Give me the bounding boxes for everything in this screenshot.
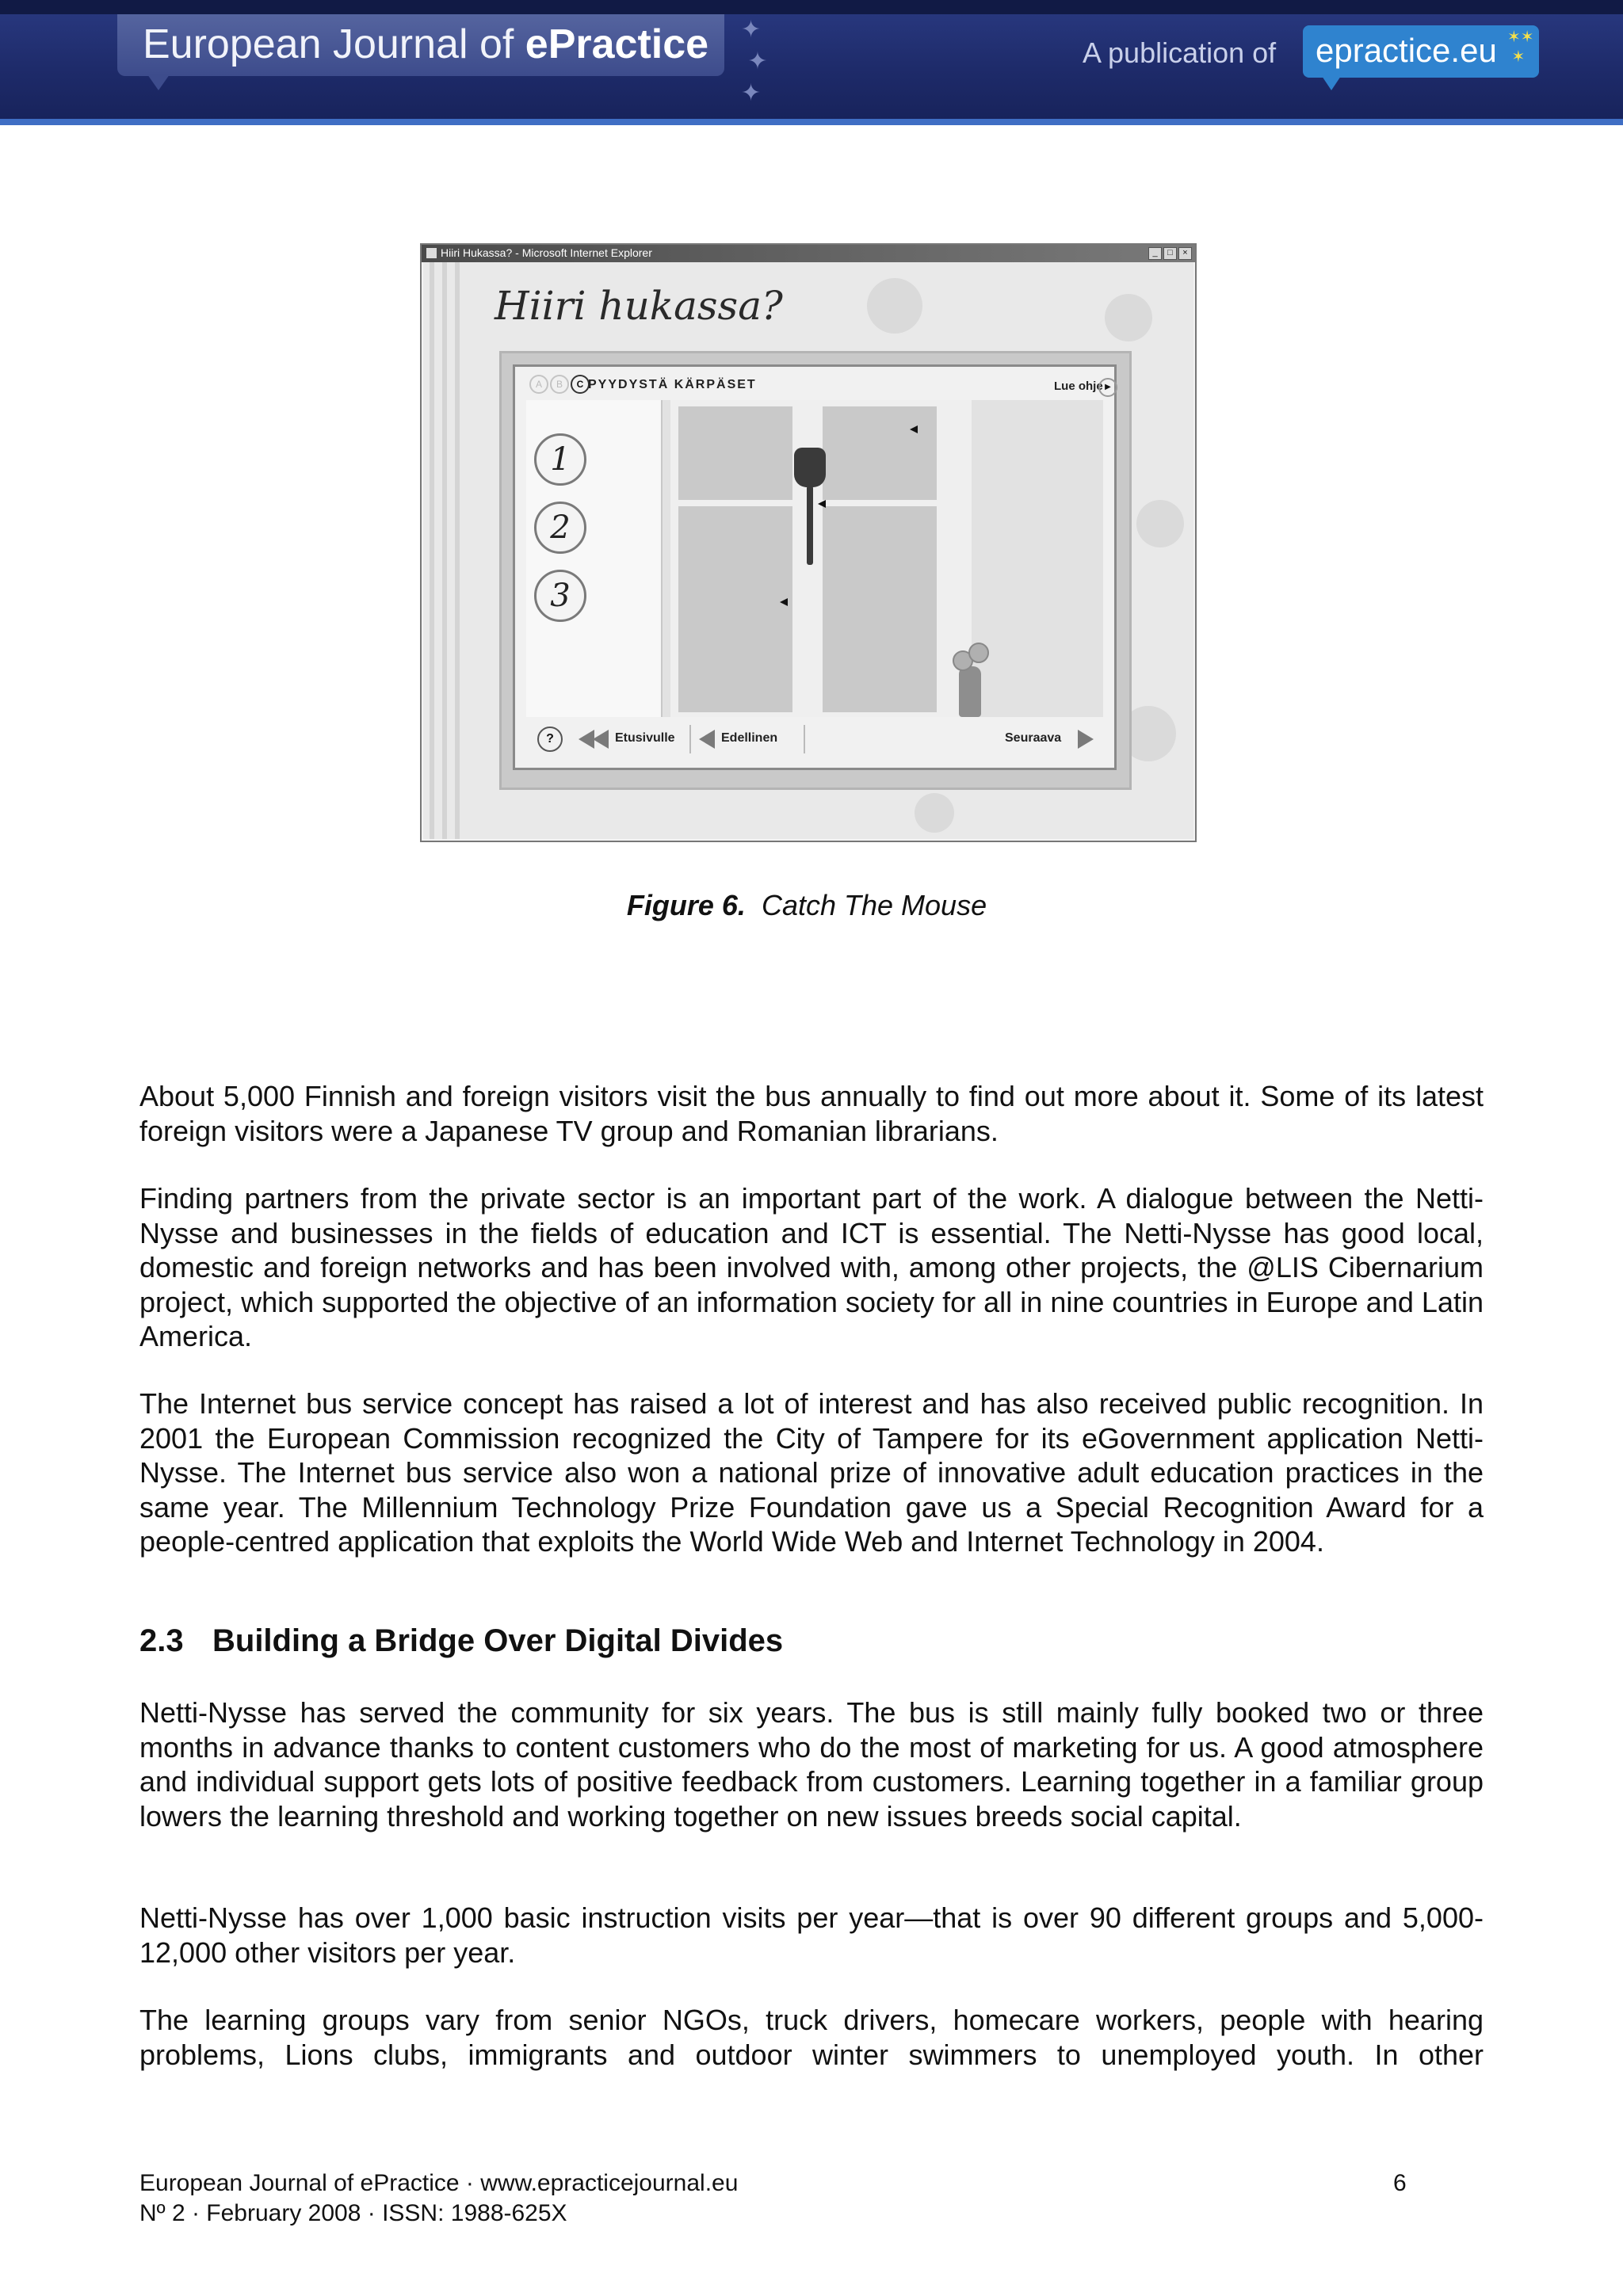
window-pane xyxy=(678,506,792,712)
help-button[interactable]: ? xyxy=(537,727,563,752)
nav-separator xyxy=(804,725,805,753)
game-stage xyxy=(526,400,1103,717)
star-decoration-icon: ✦ ✦ ✦ xyxy=(741,17,768,106)
browser-title: Hiiri Hukassa? - Microsoft Internet Explorer xyxy=(441,246,652,259)
footer-issue-line: Nº 2 · February 2008 · ISSN: 1988-625X xyxy=(139,2200,567,2226)
page-footer xyxy=(139,2168,738,2229)
page-number: 6 xyxy=(1393,2170,1407,2196)
wallpaper-stripe xyxy=(430,262,434,839)
fly-icon[interactable] xyxy=(780,598,788,606)
game-navbar xyxy=(526,722,1103,757)
minimize-icon: _ xyxy=(1148,247,1162,260)
section-title: Building a Bridge Over Digital Divides xyxy=(212,1623,784,1658)
footer-journal-line: European Journal of ePractice · www.epracticejournal.eu xyxy=(139,2170,739,2196)
journal-name-plain: European Journal of xyxy=(143,21,514,67)
tab-a[interactable]: A xyxy=(529,375,548,394)
next-arrow-icon xyxy=(1078,730,1094,749)
picture-frame xyxy=(499,351,1132,790)
browser-content xyxy=(423,262,1193,839)
tab-c[interactable]: C xyxy=(571,375,590,394)
game-title: PYYDYSTÄ KÄRPÄSET xyxy=(588,378,757,391)
header-banner xyxy=(0,0,1623,125)
back-arrow-icon xyxy=(579,730,594,749)
fly-swatter-icon[interactable] xyxy=(794,448,826,487)
home-button[interactable]: Etusivulle xyxy=(615,731,675,745)
journal-tab-pointer xyxy=(147,74,170,90)
window-pane xyxy=(823,506,937,712)
flower-decoration-icon xyxy=(1105,294,1152,341)
window-controls xyxy=(1148,247,1192,260)
level-1-button[interactable]: 1 xyxy=(534,433,586,486)
fly-icon[interactable] xyxy=(910,425,918,433)
browser-titlebar xyxy=(422,245,1195,262)
logo-pointer xyxy=(1322,76,1341,90)
window-pane xyxy=(678,406,792,500)
window-pane xyxy=(823,406,937,500)
figure-caption-text: Catch The Mouse xyxy=(761,889,987,921)
publication-of-label: A publication of xyxy=(1083,36,1277,69)
banner-accent-line xyxy=(0,119,1623,125)
wallpaper-stripe xyxy=(442,262,447,839)
game-panel xyxy=(513,364,1117,770)
paragraph: Netti-Nysse has over 1,000 basic instruction visits per year—that is over 90 different groups and 5,000-12,000 other visitors per year. xyxy=(139,1901,1484,1969)
figure-caption xyxy=(420,889,1193,922)
journal-name-bold: ePractice xyxy=(525,21,709,67)
level-3-button[interactable]: 3 xyxy=(534,570,586,622)
maximize-icon: □ xyxy=(1163,247,1177,260)
paragraph: The Internet bus service concept has raised a lot of interest and has also received public recognition. In 2001 the European Commission recognized the City of Tampere for its eGovernment application Netti-Nysse. The Internet bus service also won a national prize of innovative adult education practices in the same year. The Millennium Technology Prize Foundation gave us a Special Recognition Award for a people-centred application that exploits the World Wide Web and Internet Technology in 2004. xyxy=(139,1387,1484,1558)
wallpaper-stripe xyxy=(455,262,460,839)
eu-stars-icon: ✶✶ ✶ xyxy=(1507,29,1534,66)
back-arrow-icon xyxy=(593,730,609,749)
prev-arrow-icon xyxy=(699,730,715,749)
flower-decoration-icon xyxy=(1136,500,1184,547)
paragraph: About 5,000 Finnish and foreign visitors visit the bus annually to find out more about it. Some of its latest foreign visitors were a Japanese TV group and Romanian librarians. xyxy=(139,1080,1484,1147)
flower-icon xyxy=(968,643,989,663)
next-button[interactable]: Seuraava xyxy=(1005,731,1062,745)
banner-top-strip xyxy=(0,0,1623,14)
figure-browser-screenshot xyxy=(420,243,1197,842)
abc-tabs xyxy=(529,375,590,394)
paragraph: Finding partners from the private sector is an important part of the work. A dialogue between the Netti-Nysse and businesses in the fields of education and ICT is essential. The Netti-Nysse has good local, domestic and foreign networks and has been involved with, among other projects, the @LIS Cibernarium project, which supported the objective of an information society for all in nine countries in Europe and Latin America. xyxy=(139,1182,1484,1352)
flower-decoration-icon xyxy=(867,278,922,334)
close-icon: × xyxy=(1178,247,1192,260)
paragraph: The learning groups vary from senior NGOs, truck drivers, homecare workers, people with hearing problems, Lions clubs, immigrants and outdoor winter swimmers to unemployed youth. In other xyxy=(139,2004,1484,2071)
epractice-logo-text: epractice.eu xyxy=(1316,32,1497,69)
flower-decoration-icon xyxy=(915,793,954,833)
section-number: 2.3 xyxy=(139,1623,184,1658)
play-icon[interactable]: ▶ xyxy=(1098,378,1117,397)
level-2-button[interactable]: 2 xyxy=(534,502,586,554)
nav-separator xyxy=(689,725,691,753)
fly-swatter-handle xyxy=(807,486,813,565)
vase-icon xyxy=(959,666,981,717)
app-title: Hiiri hukassa? xyxy=(495,283,783,329)
paragraph: Netti-Nysse has served the community for six years. The bus is still mainly fully booked two or three months in advance thanks to content customers who do the most of marketing for us. A good atmosphere and individual support gets lots of positive feedback from customers. Learning together in a familiar group lowers the learning threshold and working together on new issues breeds social capital. xyxy=(139,1696,1484,1833)
instructions-link[interactable]: Lue ohje xyxy=(1054,379,1103,393)
prev-button[interactable]: Edellinen xyxy=(721,731,778,745)
journal-name xyxy=(143,21,708,68)
tab-b[interactable]: B xyxy=(550,375,569,394)
fly-icon[interactable] xyxy=(818,500,826,508)
section-heading xyxy=(139,1623,783,1659)
ie-icon xyxy=(426,248,437,258)
figure-caption-label: Figure 6. xyxy=(626,889,746,921)
